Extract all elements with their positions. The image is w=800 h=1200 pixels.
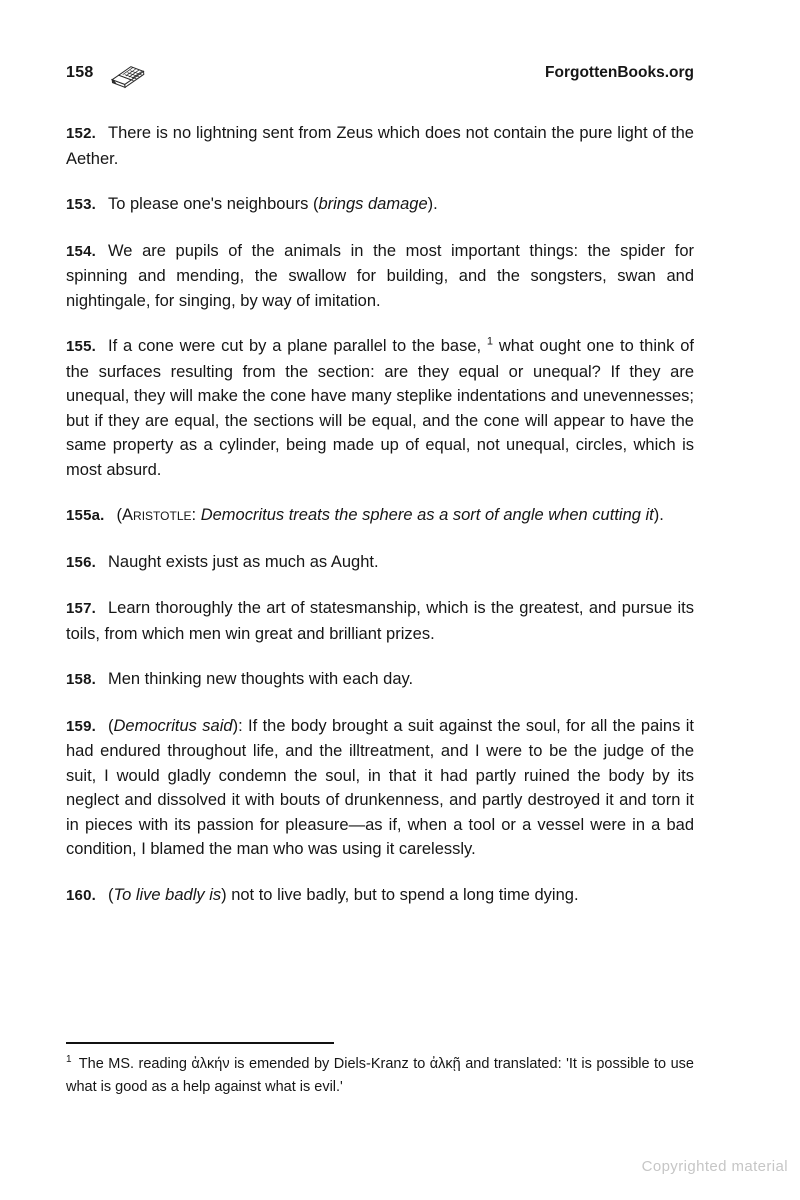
fragment-paragraph [66, 883, 694, 909]
text-segment: ): If the body brought a suit against the soul, for all the pains it had endured throughout life, and the illtreatment, and I were to be the judge of the suit, I would gladly condemn the soul, in that it had partly ruined the body by its neglect and dissolved it with bouts of drunkenness, and partly destroyed it and torn it in pieces with its passion for pleasure—as if, when a tool or a vessel were in a bad condition, I blamed the man who was using it carelessly. [66, 716, 694, 858]
text-segment: what ought one to think of the surfaces resulting from the section: are they equal or unequal? If they are unequal, they will make the cone have many steplike indentations and unevennesses; but if they are equal, the sections will be equal, and the cone will appear to have the same property as a cylinder, being made up of equal, not unequal, circles, which is most absurd. [66, 337, 694, 479]
text-segment: ( [108, 885, 114, 904]
text-segment: brings damage [318, 195, 428, 213]
text-segment: Democritus said [113, 716, 233, 735]
text-segment: Men thinking new thoughts with each day. [108, 670, 414, 688]
copyright-watermark: Copyrighted material [641, 1158, 788, 1175]
fragment-number: 153. [66, 196, 96, 213]
text-segment: ). [653, 506, 664, 524]
site-name: ForgottenBooks.org [545, 64, 694, 81]
page-number: 158 [66, 64, 94, 81]
fragment-paragraph [66, 667, 694, 693]
fragment-paragraph [66, 121, 694, 171]
text-segment: To please one's neighbours ( [108, 195, 319, 213]
fragment-number: 155. [66, 338, 96, 355]
footnote-text [66, 1053, 694, 1099]
fragment-number: 154. [66, 242, 96, 260]
text-segment: Democritus treats the sphere as a sort of angle when cutting it [200, 506, 654, 524]
text-segment: ). [427, 195, 438, 213]
fragment-number: 156. [66, 553, 96, 571]
fragment-paragraph [66, 550, 694, 576]
text-segment: 1 [486, 335, 494, 348]
fragment-number: 159. [66, 717, 96, 735]
header-left [66, 62, 149, 97]
text-segment: ) not to live badly, but to spend a long time dying. [221, 885, 579, 904]
text-segment: We are pupils of the animals in the most important things: the spider for spinning and mending, the swallow for building, and the songsters, swan and nightingale, for singing, by way of imitation. [66, 241, 694, 310]
footnote-marker: 1 [66, 1054, 72, 1066]
text-segment: ( [116, 506, 123, 524]
fragments-list [66, 121, 694, 908]
text-segment: Learn thoroughly the art of statesmanship, which is the greatest, and pursue its toils, from which men win great and brilliant prizes. [66, 599, 694, 643]
page-header [66, 62, 694, 97]
text-segment: Naught exists just as much as Aught. [108, 552, 379, 571]
fragment-number: 152. [66, 125, 96, 142]
footnote [66, 1042, 694, 1099]
text-segment: ( [108, 716, 114, 735]
text-segment: To live badly is [113, 885, 222, 904]
text-segment: : [191, 506, 201, 524]
fragment-number: 157. [66, 600, 96, 617]
fragment-paragraph [66, 503, 694, 529]
fragment-paragraph [66, 596, 694, 646]
fragment-paragraph [66, 239, 694, 314]
fragment-paragraph [66, 192, 694, 218]
text-segment: The MS. reading ἀλκήν is emended by Diels-Kranz to ἀλκῇ and translated: 'It is possible to use what is good as a help against what is evil.' [66, 1056, 694, 1095]
fragment-paragraph [66, 334, 694, 482]
page-content [66, 62, 694, 908]
open-book-icon [107, 62, 149, 97]
fragment-number: 155a. [66, 507, 105, 524]
text-segment: If a cone were cut by a plane parallel to the base, [108, 337, 487, 355]
text-segment: There is no lightning sent from Zeus which does not contain the pure light of the Aether. [66, 124, 694, 168]
fragment-paragraph [66, 714, 694, 862]
fragment-number: 160. [66, 886, 96, 904]
fragment-number: 158. [66, 671, 96, 688]
text-segment: Aristotle [122, 506, 192, 524]
footnote-rule [66, 1042, 334, 1044]
